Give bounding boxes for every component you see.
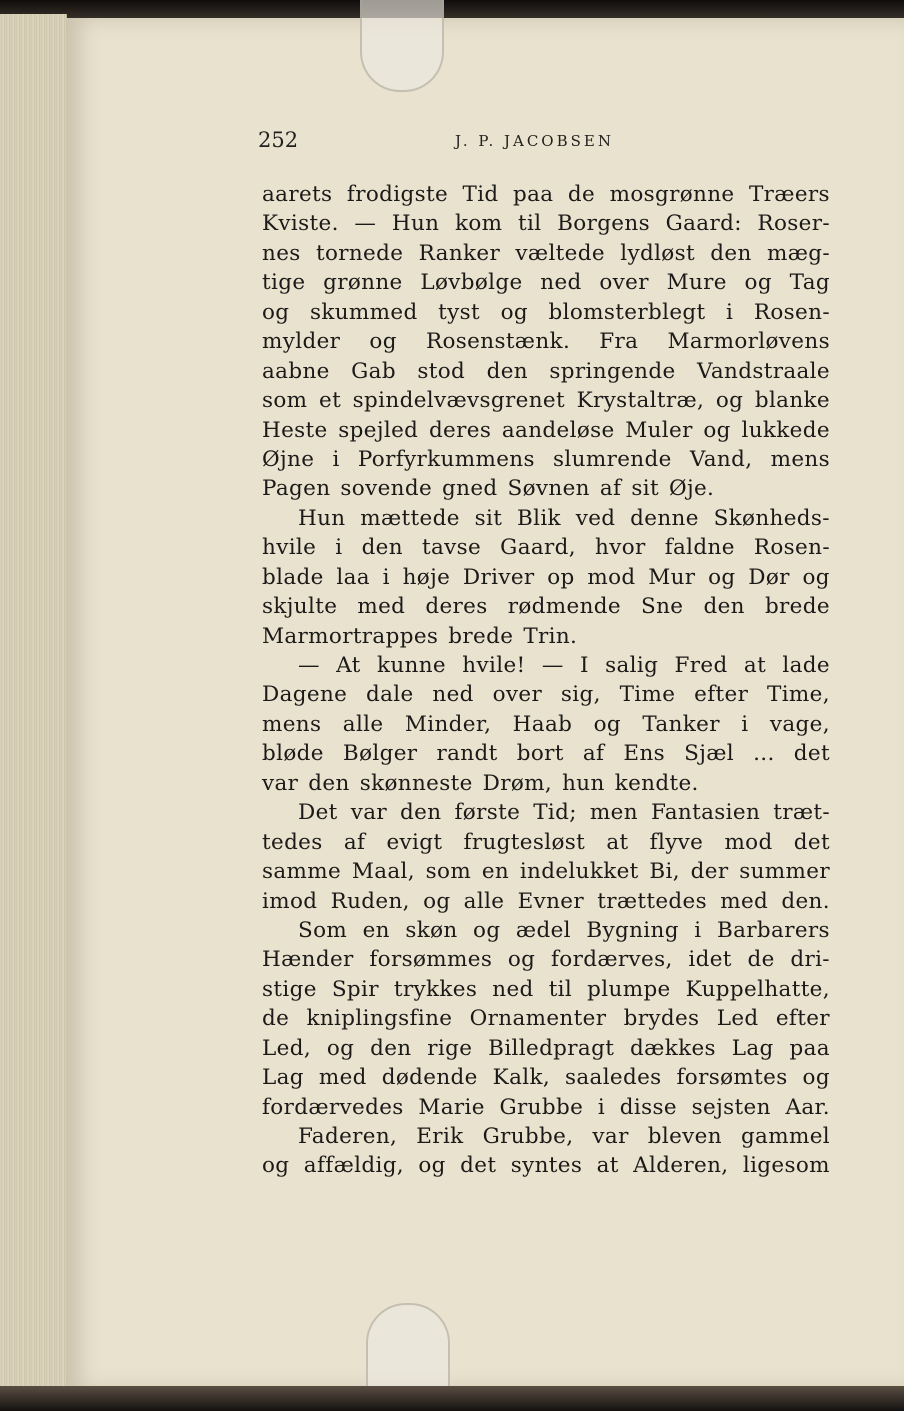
text-line: Marmortrappes brede Trin.: [262, 623, 578, 649]
text-line: Som en skøn og ædel Bygning i Barbarers: [298, 917, 830, 943]
page-header: [0, 128, 904, 158]
text-line: aabne Gab stod den springende Vandstraale: [262, 358, 830, 384]
text-line: var den skønneste Drøm, hun kendte.: [262, 770, 699, 796]
text-line: og affældig, og det syntes at Alderen, ligesom: [262, 1153, 830, 1179]
text-line: aarets frodigste Tid paa de mosgrønne Træers: [262, 182, 830, 207]
text-line: Dagene dale ned over sig, Time efter Time,: [262, 682, 830, 708]
text-line: — At kunne hvile! — I salig Fred at lade: [298, 653, 830, 678]
text-line: de kniplingsfine Ornamenter brydes Led efter: [262, 1006, 830, 1032]
page-clip-top: [360, 0, 444, 92]
body-text: [262, 180, 830, 1181]
text-line: samme Maal, som en indelukket Bi, der summer: [262, 859, 830, 885]
text-line: Led, og den rige Billedpragt dækkes Lag paa: [262, 1035, 830, 1061]
running-head: J. P. JACOBSEN: [455, 132, 614, 150]
text-line: mens alle Minder, Haab og Tanker i vage,: [262, 711, 830, 737]
text-line: tige grønne Løvbølge ned over Mure og Tag: [262, 270, 830, 296]
text-line: imod Ruden, og alle Evner trættedes med den.: [262, 888, 830, 914]
text-line: Faderen, Erik Grubbe, var bleven gammel: [298, 1124, 830, 1149]
text-line: mylder og Rosenstænk. Fra Marmorløvens: [262, 329, 830, 355]
text-line: Det var den første Tid; men Fantasien træt-: [298, 800, 830, 826]
text-line: som et spindelvævsgrenet Krystaltræ, og blanke: [262, 388, 830, 414]
text-line: Lag med dødende Kalk, saaledes forsømtes og: [262, 1065, 830, 1091]
text-line: nes tornede Ranker væltede lydløst den mæg-: [262, 240, 830, 266]
text-line: Øjne i Porfyrkummens slumrende Vand, mens: [262, 446, 830, 472]
text-line: bløde Bølger randt bort af Ens Sjæl ... det: [262, 741, 830, 767]
page-number: 252: [258, 128, 299, 152]
book-top-edge: [0, 0, 904, 20]
text-line: fordærvedes Marie Grubbe i disse sejsten Aar.: [262, 1094, 830, 1120]
text-line: tedes af evigt frugtesløst at flyve mod det: [262, 829, 830, 855]
page-stack-edge: [0, 14, 67, 1390]
text-line: Heste spejled deres aandeløse Muler og lukkede: [262, 417, 830, 443]
text-line: Hun mættede sit Blik ved denne Skønheds-: [298, 505, 830, 531]
text-line: og skummed tyst og blomsterblegt i Rosen-: [262, 299, 830, 325]
text-line: Pagen sovende gned Søvnen af sit Øje.: [262, 476, 715, 502]
text-line: skjulte med deres rødmende Sne den brede: [262, 594, 830, 620]
text-line: stige Spir trykkes ned til plumpe Kuppelhatte,: [262, 976, 830, 1002]
text-line: Hænder forsømmes og fordærves, idet de dri-: [262, 947, 830, 973]
text-line: hvile i den tavse Gaard, hvor faldne Rosen-: [262, 535, 830, 561]
text-line: blade laa i høje Driver op mod Mur og Dør og: [262, 564, 830, 590]
book-bottom-edge: [0, 1386, 904, 1411]
text-line: Kviste. — Hun kom til Borgens Gaard: Roser-: [262, 211, 830, 237]
